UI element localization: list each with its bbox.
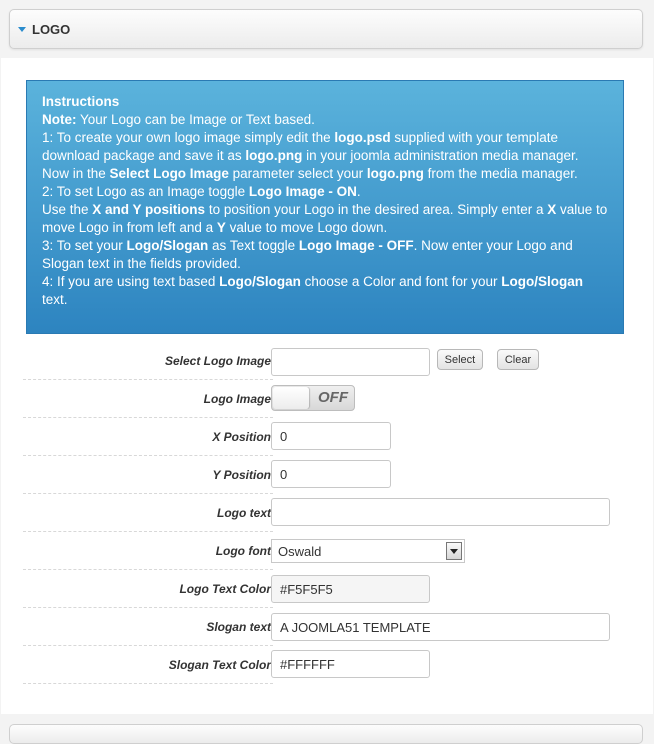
instr-text: value to move Logo in from left and a: [42, 202, 608, 235]
instr-text: to position your Logo in the desired area. Simply enter a: [205, 202, 548, 217]
logo-image-label: Logo Image: [203, 391, 271, 406]
logo-font-row: [23, 532, 643, 570]
x-position-input[interactable]: 0: [271, 422, 391, 450]
select-button[interactable]: Select: [437, 349, 484, 370]
instr-text: choose a Color and font for your: [300, 274, 502, 289]
instr-text: from the media manager.: [423, 166, 578, 181]
instructions-heading: Instructions: [42, 94, 120, 109]
slogan-text-input[interactable]: A JOOMLA51 TEMPLATE: [271, 613, 610, 641]
logo-form: [23, 342, 643, 684]
select-logo-row: [23, 342, 643, 380]
logo-text-label: Logo text: [217, 505, 271, 520]
instructions-box: [26, 80, 624, 334]
instr-text: 4: If you are using text based: [42, 274, 220, 289]
instr-bold: Logo Image - ON: [248, 184, 357, 199]
panel-title: LOGO: [32, 21, 71, 37]
instr-bold: Select Logo Image: [109, 166, 229, 181]
toggle-state: OFF: [318, 389, 348, 406]
clear-button[interactable]: Clear: [497, 349, 539, 370]
logo-color-input[interactable]: #F5F5F5: [271, 575, 430, 603]
instr-text: as Text toggle: [208, 238, 299, 253]
instr-text: 1: To create your own logo image simply edit the: [42, 130, 335, 145]
logo-panel-header[interactable]: [9, 9, 643, 49]
next-panel-header[interactable]: [9, 724, 643, 744]
instr-bold: Logo/Slogan: [126, 238, 209, 253]
logo-color-row: [23, 570, 643, 608]
instr-bold: Logo/Slogan: [219, 274, 301, 289]
instr-bold: Logo/Slogan: [501, 274, 583, 289]
instr-bold: Logo Image - OFF: [298, 238, 414, 253]
y-position-row: [23, 456, 643, 494]
slogan-color-row: [23, 646, 643, 684]
slogan-color-input[interactable]: #FFFFFF: [271, 650, 430, 678]
logo-font-label: Logo font: [215, 543, 271, 558]
slogan-text-row: [23, 608, 643, 646]
instr-text: parameter select your: [228, 166, 367, 181]
logo-color-label: Logo Text Color: [179, 581, 271, 596]
instr-bold: X and Y positions: [92, 202, 206, 217]
instr-bold: Y: [216, 220, 226, 235]
instr-text: 2: To set Logo as an Image toggle: [42, 184, 249, 199]
note-label: Note:: [42, 112, 77, 127]
note-text: Your Logo can be Image or Text based.: [76, 112, 315, 127]
logo-text-input[interactable]: [271, 498, 610, 526]
dropdown-arrow-icon[interactable]: [446, 542, 462, 560]
instr-bold: logo.png: [245, 148, 303, 163]
logo-font-select[interactable]: [271, 539, 465, 563]
instr-text: Use the: [42, 202, 93, 217]
instr-text: . Now enter your Logo and Slogan text in the fields provided.: [42, 238, 573, 271]
toggle-knob: [273, 387, 309, 409]
logo-text-row: [23, 494, 643, 532]
x-position-row: [23, 418, 643, 456]
x-position-label: X Position: [212, 429, 271, 444]
instr-bold: X: [547, 202, 557, 217]
instr-text: value to move Logo down.: [225, 220, 388, 235]
logo-font-value: Oswald: [278, 543, 322, 559]
y-position-input[interactable]: 0: [271, 460, 391, 488]
caret-down-icon: [18, 27, 26, 32]
logo-image-row: [23, 380, 643, 418]
slogan-text-label: Slogan text: [206, 619, 271, 634]
select-logo-input[interactable]: [271, 348, 430, 376]
select-logo-label: Select Logo Image: [164, 353, 271, 368]
logo-image-toggle[interactable]: [271, 385, 355, 411]
slogan-color-label: Slogan Text Color: [168, 657, 271, 672]
instr-text: .: [356, 184, 361, 199]
instr-text: in your joomla administration media manager. Now in the: [42, 148, 579, 181]
instr-bold: logo.png: [366, 166, 424, 181]
instr-text: 3: To set your: [42, 238, 127, 253]
logo-panel-body: [1, 58, 653, 714]
instr-text: text.: [42, 292, 68, 307]
instr-text: supplied with your template download package and save it as: [42, 130, 558, 163]
y-position-label: Y Position: [212, 467, 271, 482]
instr-bold: logo.psd: [334, 130, 391, 145]
